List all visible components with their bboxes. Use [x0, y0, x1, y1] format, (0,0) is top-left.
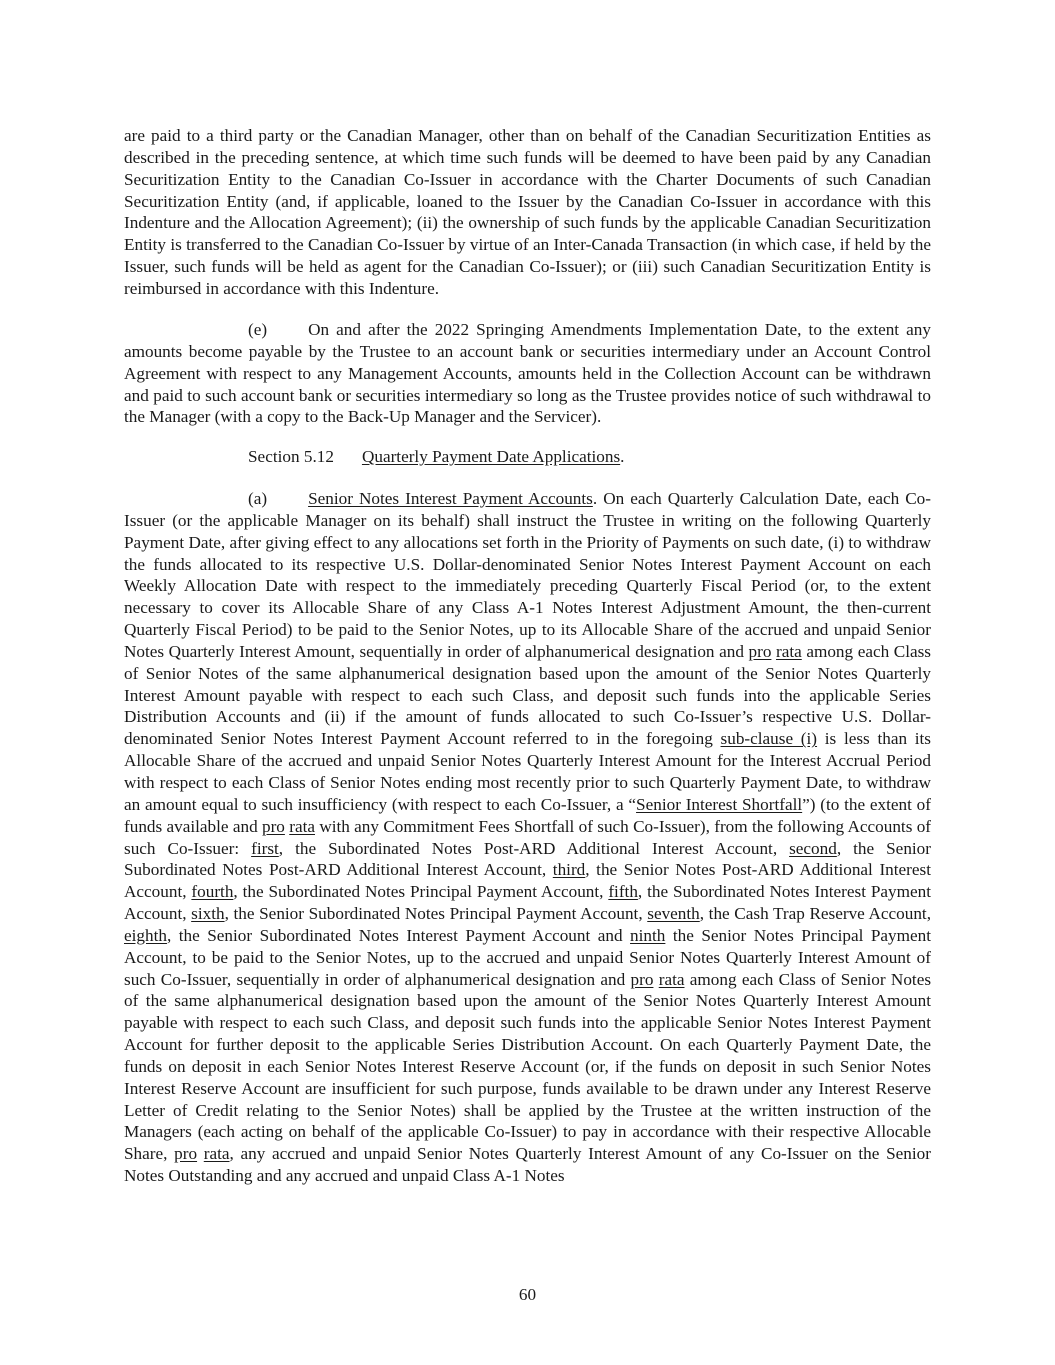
section-number: Section 5.12 — [248, 447, 334, 466]
paragraph-a-text: , the Subordinated Notes Interest Payment Account, — [124, 882, 931, 924]
paragraph-a-text: , the Senior Subordinated Notes Post-ARD Additional Interest Account, — [124, 838, 932, 880]
section-title-period: . — [620, 447, 625, 466]
pro-term: pro — [748, 641, 772, 661]
page-number: 60 — [518, 1285, 537, 1304]
paragraph-a-text: among each Class of Senior Notes of the same alphanumerical designation based upon the amount of the Senior Notes Quarterly Interest Amount payable with respect to each such Class, and deposit such funds into the applicable Senior Notes Interest Payment Account for further deposit to the applicable Series Distribution Account. On each Quarterly Payment Date, the funds on deposit in each Senior Notes Interest Reserve Account (or, if the funds on deposit in such Senior Notes Interest Reserve Account are insufficient for such purpose, funds available to be drawn under any Interest Reserve Letter of Credit relating to the Senior Notes) shall be applied by the Trustee at the written instruction of the Managers (each acting on behalf of the applicable Co-Issuer) to pay in accordance with their respective Allocable Share, — [124, 969, 932, 1164]
rata-term: rata — [289, 816, 315, 836]
paragraph-e-label: (e) — [248, 320, 268, 339]
ordinal-fourth: fourth — [191, 882, 234, 902]
paragraph-a-text: . On each Quarterly Calculation Date, each Co-Issuer (or the applicable Manager on its behalf) shall instruct the Trustee in writing on the following Quarterly Payment Date, after giving effect to any allocations set forth in the Priority of Payments on such date, (i) to withdraw the funds allocated to its respective U.S. Dollar-denominated Senior Notes Interest Payment Account on each Weekly Allocation Date with respect to the immediately preceding Quarterly Fiscal Period (or, to the extent necessary to cover its Allocable Share of any Class A-1 Notes Interest Adjustment Amount, the then-current Quarterly Fiscal Period) to be paid to the Senior Notes, up to its Allocable Share of the accrued and unpaid Senior Notes Quarterly Interest Amount, sequentially in order of alphanumerical designation and — [124, 489, 931, 661]
paragraph-a-text: with any Commitment Fees Shortfall of such Co-Issuer), from the following Accounts of such Co-Issuer: — [124, 816, 932, 858]
section-title: Quarterly Payment Date Applications — [361, 447, 621, 466]
ordinal-first: first — [251, 838, 279, 858]
ordinal-third: third — [552, 860, 586, 880]
paragraph-e-text: On and after the 2022 Springing Amendments Implementation Date, to the extent any amounts become payable by the Trustee to an account bank or securities intermediary under an Account Control Agreement with respect to any Management Accounts, amounts held in the Collection Account can be withdrawn and paid to such account bank or securities intermediary so long as the Trustee provides notice of such withdrawal to the Manager (with a copy to the Back-Up Manager and the Servicer). — [124, 320, 931, 427]
ordinal-ninth: ninth — [630, 925, 666, 945]
pro-term: pro — [630, 969, 654, 989]
paragraph-a — [124, 488, 931, 1187]
ordinal-eighth: eighth — [124, 925, 167, 945]
paragraph-a-label: (a) — [248, 489, 268, 508]
paragraph-a-text: , the Subordinated Notes Post-ARD Additional Interest Account, — [278, 838, 790, 858]
paragraph-e — [124, 319, 931, 428]
paragraph-continued — [124, 125, 931, 300]
paragraph-a-text: among each Class of Senior Notes of the same alphanumerical designation based upon the amount of the Senior Notes Quarterly Interest Amount payable with respect to each such Class, and deposit such funds into the applicable Series Distribution Accounts and (ii) if the amount of funds allocated to such Co-Issuer’s respective U.S. Dollar-denominated Senior Notes Interest Payment Account referred to in the foregoing — [124, 641, 931, 749]
section-heading — [248, 446, 624, 468]
paragraph-a-text: , the Subordinated Notes Principal Payment Account, — [233, 882, 609, 902]
paragraph-continued-text: are paid to a third party or the Canadian Manager, other than on behalf of the Canadian Securitization Entities as described in the preceding sentence, at which time such funds will be deemed to have been paid by any Canadian Securitization Entity to the Canadian Co-Issuer in accordance with the Charter Documents of such Canadian Securitization Entity (and, if applicable, loaned to the Issuer by the Canadian Co-Issuer in accordance with this Indenture and the Allocation Agreement); (ii) the ownership of such funds by the applicable Canadian Securitization Entity is transferred to the Canadian Co-Issuer by virtue of an Inter-Canada Transaction (in which case, if held by the Issuer, such funds will be held as agent for the Canadian Co-Issuer); or (iii) such Canadian Securitization Entity is reimbursed in accordance with this Indenture. — [124, 126, 931, 298]
rata-term: rata — [776, 641, 802, 661]
sub-clause-reference: sub-clause (i) — [720, 729, 818, 749]
pro-term: pro — [261, 816, 285, 836]
ordinal-second: second — [789, 838, 837, 858]
paragraph-a-heading: Senior Notes Interest Payment Accounts — [308, 489, 593, 508]
ordinal-seventh: seventh — [647, 904, 700, 924]
defined-term-senior-interest-shortfall: Senior Interest Shortfall — [636, 794, 803, 814]
paragraph-a-text: , the Senior Notes Post-ARD Additional Interest Account, — [124, 860, 931, 902]
rata-term: rata — [658, 969, 685, 989]
paragraph-a-text: is less than its Allocable Share of the accrued and unpaid Senior Notes Quarterly Interest Amount for the Interest Accrual Period with respect to each Class of Senior Notes ending most recently prior to such Quarterly Payment Date, to withdraw an amount equal to such insufficiency (with respect to each Co-Issuer, a “ — [124, 729, 931, 814]
paragraph-a-text: , the Senior Subordinated Notes Interest Payment Account and — [166, 925, 631, 945]
ordinal-sixth: sixth — [191, 904, 225, 924]
paragraph-a-text: ”) (to the extent of funds available and — [124, 794, 931, 836]
rata-term: rata — [203, 1144, 230, 1164]
paragraph-a-text: the Senior Notes Principal Payment Account, to be paid to the Senior Notes, up to the accrued and unpaid Senior Notes Quarterly Interest Amount of such Co-Issuer, sequentially in order of alphanumerical designation and — [124, 925, 931, 989]
pro-term: pro — [174, 1144, 198, 1164]
paragraph-a-text: , the Cash Trap Reserve Account, — [699, 904, 931, 924]
paragraph-a-text: , any accrued and unpaid Senior Notes Quarterly Interest Amount of any Co-Issuer on the Senior Notes Outstanding and any accrued and unpaid Class A-1 Notes — [124, 1144, 931, 1186]
paragraph-a-text: , the Senior Subordinated Notes Principal Payment Account, — [224, 904, 648, 924]
ordinal-fifth: fifth — [608, 882, 638, 902]
